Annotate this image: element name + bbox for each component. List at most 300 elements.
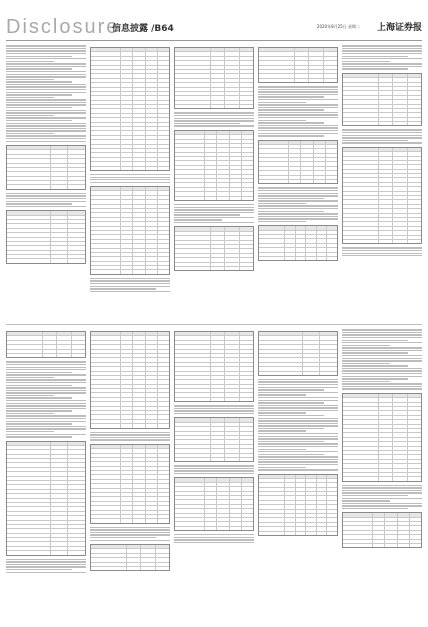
text-line (6, 572, 86, 573)
table-cell (51, 229, 69, 232)
table-cell (158, 497, 169, 500)
table-cell (211, 263, 225, 266)
table-cell (7, 341, 43, 344)
table-cell (296, 483, 307, 486)
text-line (342, 365, 408, 366)
table-cell (217, 135, 229, 138)
table-cell (317, 235, 328, 238)
table-cell (133, 140, 145, 143)
text-line (258, 418, 338, 419)
data-table (6, 145, 86, 190)
table-cell (43, 345, 57, 348)
table-row (175, 527, 253, 530)
text-line (258, 446, 338, 447)
table-cell (408, 192, 421, 195)
data-table (258, 331, 338, 376)
table-cell (225, 440, 239, 443)
table-cell (285, 492, 296, 495)
table-cell (133, 209, 145, 212)
table-cell (72, 345, 85, 348)
text-line (6, 102, 86, 103)
table-cell (379, 420, 393, 423)
table-cell (57, 354, 71, 357)
table-cell (410, 526, 421, 529)
table-cell (301, 171, 313, 174)
table-cell (296, 527, 307, 530)
table-cell (408, 473, 421, 476)
table-cell (343, 183, 379, 186)
table-cell (146, 145, 158, 148)
table-cell (7, 468, 51, 471)
text-line (258, 187, 338, 188)
table-cell (141, 558, 155, 561)
table-cell (285, 527, 296, 530)
text-line (258, 381, 338, 382)
text-line (174, 209, 254, 210)
text-line (6, 382, 86, 383)
table-cell (146, 61, 158, 64)
table-cell (121, 222, 133, 225)
text-line (342, 129, 422, 130)
table-cell (303, 336, 321, 339)
table-cell (91, 415, 121, 418)
table-cell (133, 196, 145, 199)
table-cell (7, 547, 51, 550)
table-cell (175, 487, 205, 490)
table-cell (51, 159, 69, 162)
text-line (174, 125, 254, 126)
table-cell (158, 52, 169, 55)
table-cell (343, 513, 373, 516)
table-cell (121, 266, 133, 269)
table-cell (225, 249, 239, 252)
table-cell (121, 61, 133, 64)
table-cell (68, 181, 85, 184)
text-line (6, 68, 72, 69)
table-cell (379, 105, 393, 108)
table-cell (217, 140, 229, 143)
table-cell (259, 180, 289, 183)
table-cell (320, 363, 337, 366)
table-cell (240, 232, 253, 235)
page-header (6, 16, 422, 38)
table-cell (175, 345, 211, 348)
table-cell (211, 245, 225, 248)
column-top-3 (174, 44, 254, 320)
text-line (258, 454, 324, 455)
table-cell (68, 499, 85, 502)
table-cell (146, 484, 158, 487)
table-cell (158, 191, 169, 194)
text-line (342, 386, 422, 387)
text-line (6, 369, 86, 370)
table-cell (211, 66, 225, 69)
table-cell (289, 176, 301, 179)
table-cell (121, 83, 133, 86)
table-cell (175, 398, 211, 401)
text-line (342, 61, 390, 62)
table-cell (240, 88, 253, 91)
table-cell (121, 114, 133, 117)
table-cell (327, 501, 337, 504)
table-cell (146, 471, 158, 474)
table-cell (175, 92, 211, 95)
text-line (6, 97, 54, 98)
text-line (6, 115, 54, 116)
table-cell (408, 420, 421, 423)
table-cell (259, 74, 295, 77)
table-cell (133, 389, 145, 392)
table-cell (158, 88, 169, 91)
table-cell (146, 227, 158, 230)
table-cell (240, 385, 253, 388)
table-cell (91, 411, 121, 414)
table-cell (240, 372, 253, 375)
table-cell (379, 227, 393, 230)
table-cell (217, 188, 229, 191)
table-cell (379, 433, 393, 436)
table-cell (408, 157, 421, 160)
text-line (258, 112, 338, 113)
table-cell (211, 232, 225, 235)
table-cell (211, 393, 225, 396)
table-cell (408, 183, 421, 186)
table-cell (68, 468, 85, 471)
table-cell (175, 418, 211, 421)
table-cell (68, 224, 85, 227)
table-cell (408, 200, 421, 203)
text-line (342, 50, 422, 51)
text-line (258, 441, 324, 442)
table-cell (242, 500, 253, 503)
table-cell (296, 505, 307, 508)
table-cell (285, 244, 296, 247)
table-cell (146, 96, 158, 99)
text-line (174, 542, 254, 543)
table-cell (225, 52, 239, 55)
text-line (258, 203, 306, 204)
table-cell (51, 521, 69, 524)
table-cell (7, 542, 51, 545)
table-cell (133, 167, 145, 170)
table-cell (127, 567, 141, 570)
table-cell (240, 389, 253, 392)
table-cell (158, 167, 169, 170)
table-cell (408, 78, 421, 81)
table-cell (379, 100, 393, 103)
table-cell (158, 209, 169, 212)
table-cell (410, 518, 421, 521)
text-line (174, 465, 254, 466)
table-cell (225, 254, 239, 257)
table-cell (121, 385, 133, 388)
table-cell (211, 70, 225, 73)
table-cell (301, 167, 313, 170)
table-cell (343, 205, 379, 208)
table-cell (91, 187, 121, 190)
table-cell (51, 481, 69, 484)
text-line (342, 345, 390, 346)
table-cell (211, 105, 225, 108)
table-cell (205, 140, 217, 143)
table-cell (343, 200, 379, 203)
table-cell (306, 501, 317, 504)
table-cell (306, 518, 317, 521)
table-cell (343, 416, 379, 419)
table-cell (51, 164, 69, 167)
table-cell (68, 159, 85, 162)
table-cell (211, 236, 225, 239)
text-line (258, 464, 338, 465)
table-cell (408, 187, 421, 190)
text-line (342, 247, 422, 248)
table-cell (121, 389, 133, 392)
table-cell (230, 487, 242, 490)
table-cell (320, 341, 337, 344)
table-cell (158, 227, 169, 230)
table-cell (7, 224, 51, 227)
table-cell (91, 367, 121, 370)
table-cell (410, 535, 421, 538)
table-cell (314, 176, 326, 179)
text-line (90, 529, 170, 530)
table-cell (158, 257, 169, 260)
table-cell (175, 496, 205, 499)
text-line (342, 342, 422, 343)
table-cell (146, 358, 158, 361)
text-line (342, 137, 422, 138)
table-cell (7, 472, 51, 475)
table-cell (296, 244, 307, 247)
table-cell (289, 180, 301, 183)
table-cell (217, 522, 229, 525)
table-cell (225, 92, 239, 95)
data-table (90, 331, 170, 429)
table-cell (158, 200, 169, 203)
table-cell (259, 514, 285, 517)
table-cell (225, 57, 239, 60)
table-cell (68, 220, 85, 223)
table-cell (343, 438, 379, 441)
table-cell (408, 433, 421, 436)
table-cell (68, 512, 85, 515)
text-line (6, 431, 54, 432)
table-cell (91, 131, 121, 134)
table-cell (158, 48, 169, 51)
table-cell (259, 363, 303, 366)
text-line (342, 135, 422, 136)
table-cell (51, 259, 69, 262)
table-cell (408, 477, 421, 480)
table-cell (393, 222, 407, 225)
table-cell (379, 403, 393, 406)
table-cell (51, 242, 69, 245)
text-line (258, 91, 338, 92)
table-cell (230, 157, 242, 160)
table-cell (225, 393, 239, 396)
text-line (174, 537, 254, 538)
table-cell (306, 248, 317, 251)
table-cell (393, 91, 407, 94)
table-cell (91, 158, 121, 161)
table-cell (240, 74, 253, 77)
table-cell (379, 236, 393, 239)
table-cell (158, 253, 169, 256)
table-cell (133, 57, 145, 60)
table-cell (121, 407, 133, 410)
table-cell (285, 226, 296, 229)
table-cell (398, 540, 410, 543)
table-cell (327, 496, 337, 499)
text-line (6, 198, 86, 199)
table-cell (158, 222, 169, 225)
table-cell (146, 506, 158, 509)
table-cell (259, 527, 285, 530)
table-cell (158, 393, 169, 396)
table-cell (133, 475, 145, 478)
table-cell (225, 79, 239, 82)
table-cell (133, 266, 145, 269)
table-cell (146, 467, 158, 470)
table-cell (379, 113, 393, 116)
table-cell (91, 153, 121, 156)
table-cell (306, 492, 317, 495)
table-cell (7, 259, 51, 262)
table-cell (158, 506, 169, 509)
table-cell (225, 66, 239, 69)
table-cell (393, 455, 407, 458)
table-cell (158, 140, 169, 143)
table-cell (91, 96, 121, 99)
table-cell (379, 411, 393, 414)
table-cell (72, 341, 85, 344)
table-cell (303, 350, 321, 353)
table-cell (285, 479, 296, 482)
table-cell (205, 478, 217, 481)
table-cell (327, 523, 337, 526)
table-cell (51, 472, 69, 475)
table-cell (225, 432, 239, 435)
table-cell (91, 231, 121, 234)
table-cell (51, 155, 69, 158)
table-cell (211, 363, 225, 366)
table-cell (240, 70, 253, 73)
table-cell (158, 389, 169, 392)
table-cell (408, 161, 421, 164)
table-cell (379, 174, 393, 177)
table-cell (146, 83, 158, 86)
table-cell (211, 332, 225, 335)
table-cell (146, 449, 158, 452)
table-cell (259, 167, 289, 170)
table-cell (408, 398, 421, 401)
table-cell (51, 516, 69, 519)
text-line (6, 415, 86, 416)
table-cell (133, 497, 145, 500)
table-cell (393, 78, 407, 81)
table-cell (408, 113, 421, 116)
table-cell (301, 176, 313, 179)
table-cell (51, 238, 69, 241)
table-row (7, 551, 85, 554)
table-cell (317, 248, 328, 251)
table-cell (343, 460, 379, 463)
text-line (174, 118, 254, 119)
text-line (258, 456, 338, 457)
table-cell (51, 503, 69, 506)
table-cell (393, 122, 407, 125)
text-line (258, 221, 306, 222)
table-cell (133, 187, 145, 190)
text-line (258, 425, 338, 426)
text-line (258, 208, 338, 209)
table-cell (158, 363, 169, 366)
table-cell (326, 167, 337, 170)
table-cell (68, 477, 85, 480)
table-cell (146, 389, 158, 392)
table-cell (146, 266, 158, 269)
text-line (174, 410, 254, 411)
table-cell (240, 380, 253, 383)
table-cell (217, 175, 229, 178)
table-cell (7, 155, 51, 158)
text-line (6, 385, 72, 386)
table-cell (296, 492, 307, 495)
table-cell (121, 218, 133, 221)
table-cell (57, 350, 71, 353)
table-cell (91, 145, 121, 148)
table-cell (7, 181, 51, 184)
table-cell (146, 367, 158, 370)
table-cell (309, 66, 323, 69)
table-cell (158, 266, 169, 269)
table-cell (314, 167, 326, 170)
table-cell (91, 484, 121, 487)
table-row (259, 257, 337, 260)
table-cell (175, 350, 211, 353)
table-cell (146, 118, 158, 121)
table-cell (225, 454, 239, 457)
table-cell (408, 96, 421, 99)
table-cell (133, 191, 145, 194)
table-cell (91, 114, 121, 117)
table-cell (408, 403, 421, 406)
table-cell (91, 79, 121, 82)
table-cell (242, 496, 253, 499)
table-cell (158, 123, 169, 126)
table-cell (158, 96, 169, 99)
table-cell (296, 239, 307, 242)
text-line (174, 413, 254, 414)
table-cell (121, 57, 133, 60)
text-line (6, 374, 86, 375)
table-cell (408, 196, 421, 199)
table-cell (259, 226, 285, 229)
table-cell (68, 494, 85, 497)
table-cell (309, 48, 323, 51)
table-cell (285, 518, 296, 521)
table-cell (343, 518, 373, 521)
table-cell (317, 496, 328, 499)
table-cell (121, 118, 133, 121)
table-cell (379, 398, 393, 401)
table-cell (242, 183, 253, 186)
table-cell (259, 518, 285, 521)
table-cell (121, 458, 133, 461)
table-cell (306, 496, 317, 499)
text-line (6, 76, 86, 77)
table-cell (133, 354, 145, 357)
